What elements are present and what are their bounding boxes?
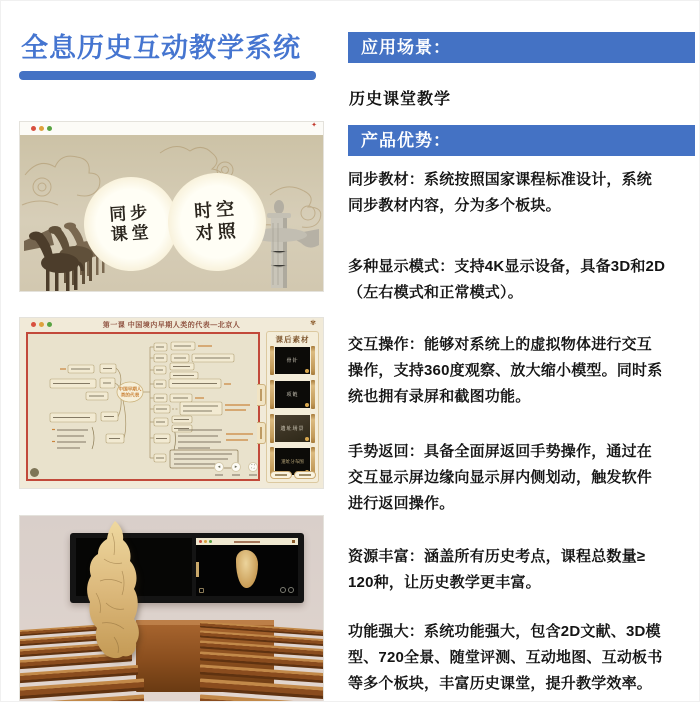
window-maximize-button[interactable] [47, 322, 52, 327]
screenshot-home-screen [19, 121, 324, 292]
side-tab-2[interactable] [257, 422, 266, 444]
text-line: 功能强大：系统功能强大，包含2D文献、3D模 [348, 623, 661, 640]
text-line: 型、720全景、随堂评测、互动地图、互动板书 [348, 649, 663, 666]
scenario-text: 历史课堂教学 [349, 91, 452, 108]
mindmap-graph [28, 334, 258, 479]
oracle-bone-3d-model[interactable] [236, 550, 258, 588]
button-label [232, 474, 240, 476]
window-minimize-button[interactable] [204, 540, 207, 543]
advantages-header-bar: 产品优势： [348, 125, 695, 156]
text-line: 同步教材内容，分为多个板块。 [348, 197, 561, 214]
materials-sidebar [266, 331, 319, 483]
central-node-text: 中国早期人 [118, 386, 142, 392]
text-line: 统也拥有录屏和截图功能。 [348, 388, 531, 405]
app-titlebar [196, 538, 298, 545]
window-maximize-button[interactable] [47, 126, 52, 131]
brand-logo: ✦ [311, 122, 317, 129]
badge-text: 同步 [108, 202, 152, 226]
badge-text: 对照 [195, 220, 241, 245]
button-label [249, 474, 257, 476]
zoom-out-button[interactable] [288, 587, 294, 593]
window-titlebar [20, 122, 323, 135]
scroll-rod [311, 380, 315, 409]
title-underline [19, 71, 316, 80]
window-maximize-button[interactable] [209, 540, 212, 543]
material-thumbnail[interactable] [270, 346, 315, 375]
play-badge-icon [305, 369, 309, 373]
scroll-rod [311, 346, 315, 375]
scroll-rod [270, 380, 274, 409]
thumbnail-label: 骨针 [275, 347, 310, 374]
text-line: 交互显示屏边缘向显示屏内侧划动，触发软件 [348, 469, 653, 486]
screenshot-mindmap-lesson [19, 317, 324, 489]
scroll-rod [311, 414, 315, 443]
text-line: 120种，让历史教学更丰富。 [348, 574, 541, 591]
advantage-paragraph-gesture-back [348, 439, 698, 517]
sidebar-action-button[interactable] [270, 471, 292, 479]
text-line: 资源丰富：涵盖所有历史考点，课程总数量≥ [348, 548, 646, 565]
back-button[interactable] [30, 468, 39, 477]
scroll-rod [270, 414, 274, 443]
play-badge-icon [305, 403, 309, 407]
advantage-paragraph-interaction [348, 332, 698, 410]
window-minimize-button[interactable] [39, 126, 44, 131]
central-node-text: 类的代表 [120, 392, 140, 398]
text-line: （左右模式和正常模式）。 [348, 284, 523, 301]
sidebar-header: 课后素材 [275, 335, 310, 344]
text-line: 进行返回操作。 [348, 495, 455, 512]
sidebar-action-button[interactable] [294, 471, 316, 479]
window-titlebar [20, 318, 323, 331]
thumbnail-label: 项链 [275, 381, 310, 408]
advantage-paragraph-display-modes [348, 254, 698, 306]
info-icon[interactable] [199, 588, 204, 593]
text-line: 同步教材：系统按照国家课程标准设计，系统 [348, 171, 653, 188]
menu-icon[interactable] [292, 540, 295, 543]
window-close-button[interactable] [31, 126, 36, 131]
settings-icon[interactable]: ✾ [310, 320, 316, 327]
text-line: 手势返回：具备全面屏返回手势操作，通过在 [348, 443, 653, 460]
mindmap-canvas[interactable] [26, 332, 260, 481]
home-background [20, 135, 323, 291]
fullscreen-button[interactable]: ⛶ [248, 462, 258, 472]
play-badge-icon [305, 437, 309, 441]
student-desks-right [200, 621, 324, 702]
material-thumbnail[interactable] [270, 414, 315, 443]
page-title: 全息历史互动教学系统 [21, 33, 301, 63]
text-line: 交互操作：能够对系统上的虚拟物体进行交互 [348, 336, 653, 353]
button-label [215, 474, 223, 476]
side-tab-1[interactable] [257, 384, 266, 406]
advantage-paragraph-sync-textbook [348, 167, 698, 219]
thumbnail-label: 遗址场景 [275, 415, 310, 442]
window-close-button[interactable] [199, 540, 202, 543]
prev-button[interactable]: ◂ [214, 462, 224, 472]
zoom-in-button[interactable] [280, 587, 286, 593]
window-close-button[interactable] [31, 322, 36, 327]
text-line: 等多个板块，丰富历史课堂，提升教学效率。 [348, 675, 653, 692]
badge-text: 时空 [193, 198, 239, 223]
material-thumbnail[interactable] [270, 380, 315, 409]
app-title-text [234, 541, 260, 543]
text-line: 操作，支持360度观察、放大缩小模型。同时系 [348, 362, 663, 379]
scenario-header-bar: 应用场景： [348, 32, 695, 63]
next-button[interactable]: ▸ [231, 462, 241, 472]
advantage-paragraph-powerful-features [348, 619, 698, 697]
scroll-rod [270, 346, 274, 375]
badge-text: 课堂 [110, 222, 154, 246]
window-minimize-button[interactable] [39, 322, 44, 327]
advantage-paragraph-rich-resources [348, 544, 698, 596]
oracle-bone-hologram[interactable] [76, 519, 152, 663]
lesson-title: 第一课 中国境内早期人类的代表—北京人 [102, 322, 241, 329]
screenshot-classroom-hologram [19, 515, 324, 702]
right-display-screen [196, 538, 298, 596]
side-panel-tab[interactable] [196, 562, 199, 577]
text-line: 多种显示模式：支持4K显示设备，具备3D和2D [348, 258, 666, 275]
thumbnail-label: 遗址分布图 [275, 448, 310, 475]
